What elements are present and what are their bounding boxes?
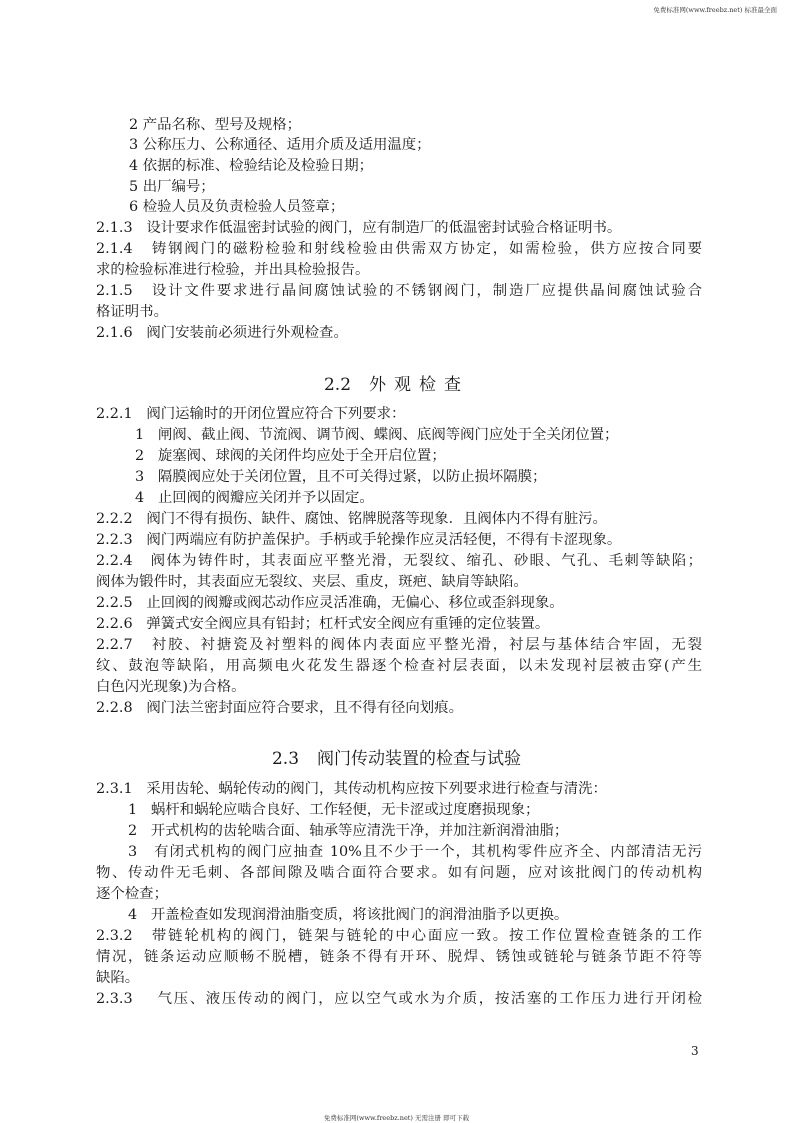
clause-2-2-7: 2.2.7 衬胶、衬搪瓷及衬塑料的阀体内表面应平整光滑，衬层与基体结合牢固，无裂 <box>96 637 702 653</box>
clause-2-1-3: 2.1.3 设计要求作低温密封试验的阀门，应有制造厂的低温密封试验合格证明书。 <box>96 220 622 236</box>
list-item: 2 开式机构的齿轮啮合面、轴承等应清洗干净，并加注新润滑油脂； <box>128 823 569 839</box>
clause-2-2-7-cont: 纹、鼓泡等缺陷，用高频电火花发生器逐个检查衬层表面，以未发现衬层被击穿(产生 <box>96 658 702 674</box>
list-item: 3 隔膜阀应处于关闭位置，且不可关得过紧，以防止损坏隔膜； <box>135 469 547 485</box>
list-item-cont: 逐个检查； <box>96 886 168 902</box>
list-item: 1 蜗杆和蜗轮应啮合良好、工作轻便，无卡涩或过度磨损现象； <box>128 802 540 818</box>
list-item: 3 有闭式机构的阀门应抽查 10%且不少于一个，其机构零件应齐全、内部清洁无污 <box>128 844 703 860</box>
list-item: 4 止回阀的阀瓣应关闭并予以固定。 <box>135 490 374 506</box>
list-item: 3 公称压力、公称通径、适用介质及适用温度； <box>129 137 431 153</box>
list-item: 4 开盖检查如发现润滑油脂变质，将该批阀门的润滑油脂予以更换。 <box>128 907 569 923</box>
clause-2-1-4-cont: 求的检验标准进行检验，并出具检验报告。 <box>96 262 370 278</box>
clause-2-3-3: 2.3.3 气压、液压传动的阀门，应以空气或水为介质，按活塞的工作压力进行开闭检 <box>96 991 702 1007</box>
clause-2-1-5: 2.1.5 设计文件要求进行晶间腐蚀试验的不锈钢阀门，制造厂应提供晶间腐蚀试验合 <box>96 283 702 299</box>
clause-2-2-1: 2.2.1 阀门运输时的开闭位置应符合下列要求： <box>96 406 406 422</box>
list-item: 2 产品名称、型号及规格； <box>129 117 302 133</box>
list-item: 1 闸阀、截止阀、节流阀、调节阀、蝶阀、底阀等阀门应处于全关闭位置； <box>135 427 619 443</box>
page-number: 3 <box>691 1044 699 1058</box>
list-item: 2 旋塞阀、球阀的关闭件均应处于全开启位置； <box>135 448 446 464</box>
section-heading-2-2: 2.2 外观检查 <box>323 375 470 395</box>
list-item: 6 检验人员及负责检验人员签章； <box>129 199 345 215</box>
clause-2-3-1: 2.3.1 采用齿轮、蜗轮传动的阀门，其传动机构应按下列要求进行检查与清洗： <box>96 781 607 797</box>
clause-2-1-5-cont: 格证明书。 <box>96 304 168 320</box>
clause-2-2-3: 2.2.3 阀门两端应有防护盖保护。手柄或手轮操作应灵活轻便，不得有卡涩现象。 <box>96 532 622 548</box>
list-item: 5 出厂编号； <box>129 179 215 195</box>
clause-2-2-8: 2.2.8 阀门法兰密封面应符合要求，且不得有径向划痕。 <box>96 700 463 716</box>
clause-2-3-2-cont: 情况，链条运动应顺畅不脱槽，链条不得有开环、脱焊、锈蚀或链轮与链条节距不符等 <box>96 949 702 965</box>
list-item-cont: 物、传动件无毛刺、各部间隙及啮合面符合要求。如有问题，应对该批阀门的传动机构 <box>96 865 702 881</box>
clause-2-1-6: 2.1.6 阀门安装前必须进行外观检查。 <box>96 325 348 341</box>
section-heading-2-3: 2.3 阀门传动装置的检查与试验 <box>271 749 522 769</box>
clause-2-2-7-cont: 白色闪光现象)为合格。 <box>96 679 246 695</box>
clause-2-2-6: 2.2.6 弹簧式安全阀应具有铅封；杠杆式安全阀应有重锤的定位装置。 <box>96 616 550 632</box>
clause-2-3-2-cont: 缺陷。 <box>96 970 140 986</box>
list-item: 4 依据的标准、检验结论及检验日期； <box>129 158 373 174</box>
clause-2-1-4: 2.1.4 铸钢阀门的磁粉检验和射线检验由供需双方协定，如需检验，供方应按合同要 <box>96 241 702 257</box>
clause-2-2-5: 2.2.5 止回阀的阀瓣或阀芯动作应灵活准确，无偏心、移位或歪斜现象。 <box>96 595 564 611</box>
page-header-note: 免费标准网(www.freebz.net) 标准最全面 <box>653 6 777 14</box>
clause-2-2-4-cont: 阀体为锻件时，其表面应无裂纹、夹层、重皮，斑疤、缺肩等缺陷。 <box>96 574 528 590</box>
clause-2-2-2: 2.2.2 阀门不得有损伤、缺件、腐蚀、铭牌脱落等现象．且阀体内不得有脏污。 <box>96 511 607 527</box>
page-footer-note: 免费标准网(www.freebz.net) 无需注册 即可下载 <box>323 1114 470 1122</box>
clause-2-3-2: 2.3.2 带链轮机构的阀门，链架与链轮的中心面应一致。按工作位置检查链条的工作 <box>96 928 702 944</box>
clause-2-2-4: 2.2.4 阀体为铸件时，其表面应平整光滑，无裂纹、缩孔、砂眼、气孔、毛刺等缺陷； <box>96 553 702 569</box>
